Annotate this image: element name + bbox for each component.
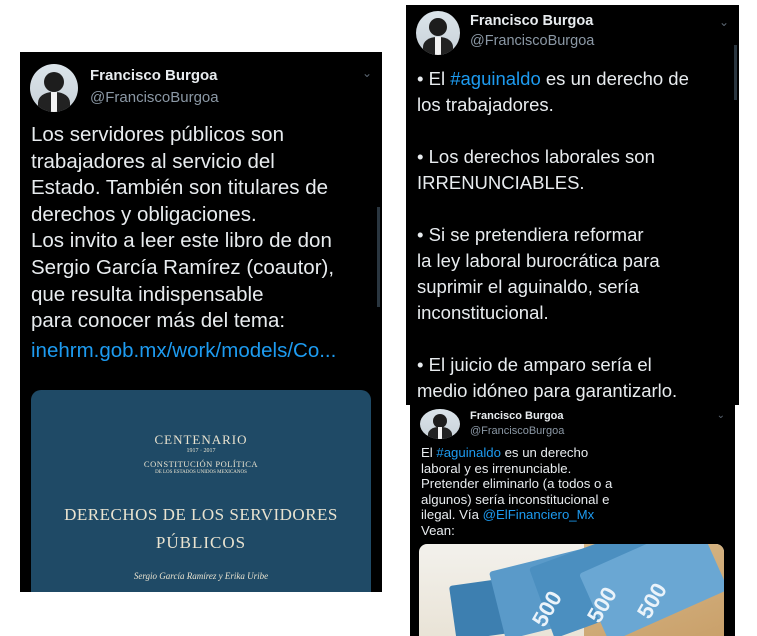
author-name[interactable]: Francisco Burgoa	[470, 410, 564, 422]
tweet-text-part-3: Vean:	[421, 522, 455, 538]
book-title-line2: PÚBLICOS	[155, 533, 247, 552]
mention-link[interactable]: @ElFinanciero_Mx	[482, 507, 595, 523]
tweet-bullet-2: • Los derechos laborales son IRRENUNCIABLES.	[417, 146, 655, 193]
author-handle[interactable]: @FranciscoBurgoa	[90, 89, 219, 106]
chevron-down-icon[interactable]: ⌄	[716, 410, 725, 421]
tweet-text-part-2: es un derecho laboral y es irrenunciable. Pretender eliminarlo (a todos o a algunos) sería inconstitucional e ilegal. Vía	[421, 445, 613, 523]
tweet-panel-1	[20, 52, 382, 592]
scrollbar[interactable]	[377, 207, 380, 307]
tweet-link[interactable]: inehrm.gob.mx/work/models/Co...	[31, 339, 337, 362]
tweet-text	[421, 445, 731, 539]
author-handle[interactable]: @FranciscoBurgoa	[470, 425, 565, 437]
avatar[interactable]	[30, 64, 78, 112]
bullet-1-text: • El	[417, 68, 451, 89]
tweet-text-part-1: El	[421, 445, 437, 460]
book-authors: Sergio García Ramírez y Erika Uribe	[133, 571, 269, 581]
avatar[interactable]	[416, 11, 460, 55]
tweet-bullet-3: • Si se pretendiera reformar la ley laboral burocrática para suprimir el aguinaldo, sería inconstitucional.	[417, 224, 660, 323]
book-cover-image[interactable]	[31, 390, 371, 592]
tweet-header	[30, 64, 219, 112]
bullet-1-text-rest: es un derecho de los trabajadores.	[417, 68, 689, 115]
chevron-down-icon[interactable]: ⌄	[361, 66, 372, 80]
book-constitucion: CONSTITUCIÓN POLÍTICA	[143, 459, 259, 469]
banknotes-image[interactable]	[419, 544, 724, 636]
tweet-panel-3	[410, 404, 735, 636]
book-title-line1: DERECHOS DE LOS SERVIDORES	[64, 505, 338, 524]
tweet-header	[416, 11, 594, 55]
bill-value: 500	[526, 586, 567, 631]
tweet-bullet-4: • El juicio de amparo sería el medio idóneo para garantizarlo.	[417, 354, 678, 401]
chevron-down-icon[interactable]: ⌄	[718, 15, 729, 29]
author-handle[interactable]: @FranciscoBurgoa	[470, 33, 595, 49]
author-name[interactable]: Francisco Burgoa	[470, 13, 594, 29]
author-name[interactable]: Francisco Burgoa	[90, 67, 218, 84]
hashtag-link[interactable]: #aguinaldo	[450, 68, 541, 89]
bill-value: 500	[631, 578, 672, 623]
tweet-text: Los servidores públicos son trabajadores al servicio del Estado. También son titulares de derechos y obligaciones. Los invito a leer este libro de don Sergio García Ramírez (coautor), que resulta indispensable para conocer más del tema:	[31, 123, 335, 333]
bill-value: 500	[581, 582, 622, 627]
hashtag-link[interactable]: #aguinaldo	[436, 445, 501, 460]
tweet-header	[420, 409, 564, 439]
book-years: 1917 · 2017	[186, 448, 216, 454]
tweet-panel-2	[406, 5, 739, 405]
book-estados: DE LOS ESTADOS UNIDOS MEXICANOS	[155, 470, 247, 475]
book-centenario: CENTENARIO	[154, 432, 248, 447]
tweet-bullet-1	[417, 66, 735, 118]
avatar[interactable]	[420, 409, 460, 439]
